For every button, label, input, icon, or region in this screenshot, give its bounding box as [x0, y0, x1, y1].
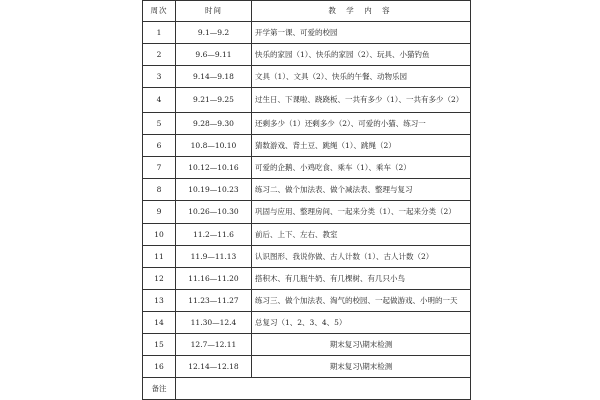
row-week: 11	[143, 246, 176, 268]
row-week: 2	[143, 44, 176, 66]
row-week: 8	[143, 179, 176, 201]
table-row	[143, 268, 471, 290]
row-content: 期末复习\期末检测	[252, 334, 471, 356]
header-time: 时间	[176, 1, 252, 22]
remarks-label: 备注	[143, 378, 176, 400]
table-row	[143, 224, 471, 246]
row-week: 3	[143, 66, 176, 88]
row-time: 9.28—9.30	[176, 113, 252, 135]
row-content: 快乐的家园（1）、快乐的家园（2）、玩具、小猫钓鱼	[252, 44, 471, 66]
row-time: 12.14—12.18	[176, 356, 252, 378]
row-content: 巩固与应用、整理房间、一起来分类（1）、一起来分类（2）	[252, 201, 471, 224]
row-content: 前后、上下、左右、教室	[252, 224, 471, 246]
table-row	[143, 334, 471, 356]
row-week: 15	[143, 334, 176, 356]
row-week: 7	[143, 157, 176, 179]
row-week: 12	[143, 268, 176, 290]
row-week: 5	[143, 113, 176, 135]
row-time: 9.14—9.18	[176, 66, 252, 88]
row-time: 10.8—10.10	[176, 135, 252, 157]
row-time: 10.12—10.16	[176, 157, 252, 179]
row-week: 1	[143, 22, 176, 44]
row-content: 期末复习\期末检测	[252, 356, 471, 378]
schedule-table	[142, 0, 471, 400]
row-week: 10	[143, 224, 176, 246]
row-content: 还剩多少（1）还剩多少（2）、可爱的小猫、练习一	[252, 113, 471, 135]
row-time: 11.2—11.6	[176, 224, 252, 246]
row-time: 11.23—11.27	[176, 290, 252, 312]
row-content: 练习二、做个加法表、做个减法表、整理与复习	[252, 179, 471, 201]
row-week: 9	[143, 201, 176, 224]
row-content: 搭积木、有几瓶牛奶、有几棵树、有几只小鸟	[252, 268, 471, 290]
row-time: 9.6—9.11	[176, 44, 252, 66]
header-content: 教 学 内 容	[252, 1, 471, 22]
table-row	[143, 179, 471, 201]
row-week: 16	[143, 356, 176, 378]
table-row	[143, 312, 471, 334]
row-content: 可爱的企鹅、小鸡吃食、乘车（1）、乘车（2）	[252, 157, 471, 179]
row-content: 总复习（1、2、3、4、5）	[252, 312, 471, 334]
row-time: 11.16—11.20	[176, 268, 252, 290]
remarks-cell	[176, 378, 471, 400]
row-time: 11.30—12.4	[176, 312, 252, 334]
schedule-document	[142, 0, 470, 400]
row-content: 猜数游戏、背土豆、跳绳（1）、跳绳（2）	[252, 135, 471, 157]
table-row	[143, 157, 471, 179]
row-time: 9.1—9.2	[176, 22, 252, 44]
table-row	[143, 201, 471, 224]
row-content: 认识图形、我说你做、古人计数（1）、古人计数（2）	[252, 246, 471, 268]
table-row	[143, 66, 471, 88]
table-row	[143, 290, 471, 312]
table-row	[143, 135, 471, 157]
row-week: 13	[143, 290, 176, 312]
row-content: 文具（1）、文具（2）、快乐的午餐、动物乐园	[252, 66, 471, 88]
row-time: 11.9—11.13	[176, 246, 252, 268]
row-time: 10.19—10.23	[176, 179, 252, 201]
table-row	[143, 22, 471, 44]
row-week: 4	[143, 88, 176, 113]
row-time: 12.7—12.11	[176, 334, 252, 356]
header-week: 周次	[143, 1, 176, 22]
row-content: 过生日、下课啦、跷跷板、一共有多少（1）、一共有多少（2）	[252, 88, 471, 113]
table-row	[143, 246, 471, 268]
table-row	[143, 44, 471, 66]
table-row	[143, 113, 471, 135]
row-week: 14	[143, 312, 176, 334]
row-time: 10.26—10.30	[176, 201, 252, 224]
table-row	[143, 356, 471, 378]
row-content: 开学第一课、可爱的校园	[252, 22, 471, 44]
table-row	[143, 88, 471, 113]
remarks-row	[143, 378, 471, 400]
row-time: 9.21—9.25	[176, 88, 252, 113]
row-week: 6	[143, 135, 176, 157]
row-content: 练习三、做个加法表、淘气的校园、一起做游戏、小明的一天	[252, 290, 471, 312]
header-row	[143, 1, 471, 22]
